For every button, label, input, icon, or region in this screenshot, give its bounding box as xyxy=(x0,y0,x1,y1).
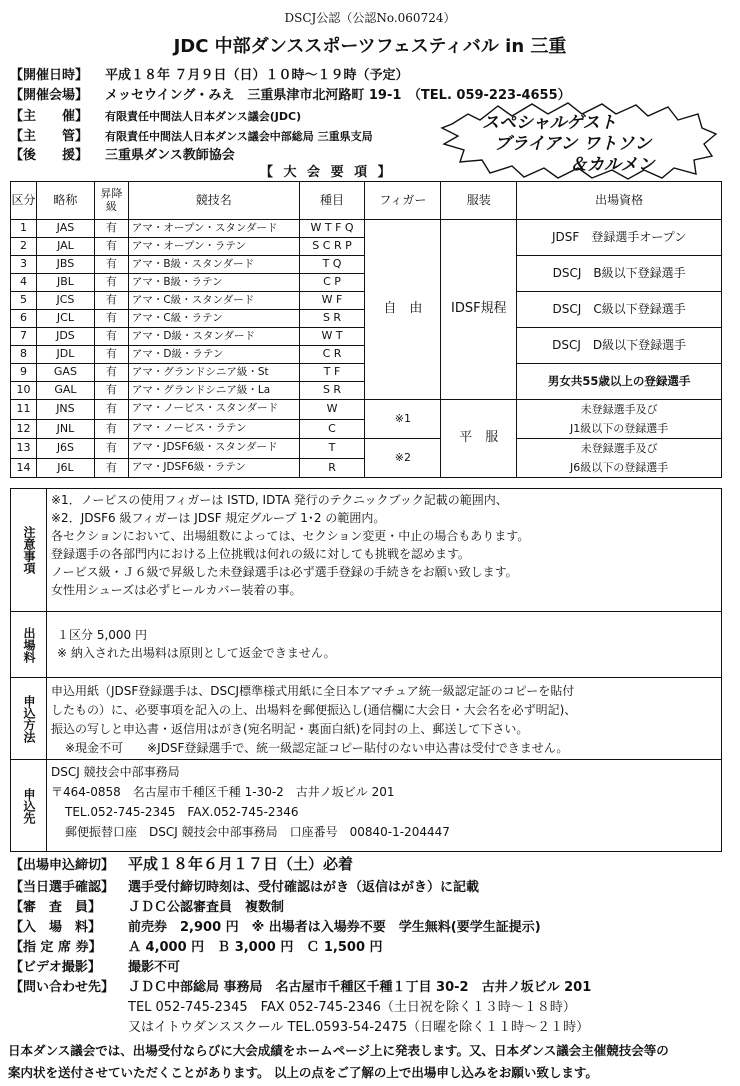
special-guest-burst xyxy=(440,100,718,180)
cell-no: 9 xyxy=(11,364,37,382)
cell-abbr: JAS xyxy=(36,220,94,238)
bottom-value: 撮影不可 xyxy=(128,960,181,975)
cell-event: C xyxy=(299,419,365,439)
col-header: 服装 xyxy=(441,182,517,220)
cell-abbr: JAL xyxy=(36,238,94,256)
cell-no: 7 xyxy=(11,328,37,346)
caution-section xyxy=(11,489,721,611)
method-heading: 申込方法 xyxy=(11,678,47,760)
cell-name: アマ・JDSF6級・スタンダード xyxy=(128,439,299,459)
caution-heading: 注意事項 xyxy=(11,489,47,611)
cell-abbr: JCL xyxy=(36,310,94,328)
col-header: 略称 xyxy=(36,182,94,220)
qual-line: 未登録選手及び xyxy=(580,442,658,455)
cell-up: 有 xyxy=(94,274,128,292)
cell-qual-j6 xyxy=(517,439,722,478)
cell-abbr: JBL xyxy=(36,274,94,292)
method-section xyxy=(11,677,721,760)
bottom-label: 【指 定 席 券】 xyxy=(10,940,102,955)
cell-qual-novice xyxy=(517,400,722,439)
bottom-label: 【問い合わせ先】 xyxy=(10,980,115,995)
cell-name: アマ・D級・ラテン xyxy=(128,346,299,364)
cell-abbr: GAS xyxy=(36,364,94,382)
table-row xyxy=(11,439,722,459)
bottom-value: 平成１８年６月１７日（土）必着 xyxy=(128,855,354,873)
col-header: 出場資格 xyxy=(517,182,722,220)
cell-event: T Q xyxy=(299,256,365,274)
events-table xyxy=(10,181,722,478)
bottom-label: 【当日選手確認】 xyxy=(10,880,115,895)
method-line: ※現金不可 ※JDSF登録選手で、統一級認定証コピー貼付のない申込書は受付できません。 xyxy=(65,741,569,755)
caution-line: ※2．JDSF6 級フィガーは JDSF 規定グループ 1･2 の範囲内。 xyxy=(51,511,386,525)
contact-row xyxy=(10,976,591,996)
cell-name: アマ・B級・スタンダード xyxy=(128,256,299,274)
cell-event: S C R P xyxy=(299,238,365,256)
info-label: 【後 援】 xyxy=(10,148,89,163)
info-label: 【主 管】 xyxy=(10,129,89,144)
contact-line: 又はイトウダンススクール TEL.0593-54-2475（日曜を除く１１時～２１時） xyxy=(128,1020,590,1035)
cell-name: アマ・D級・スタンダード xyxy=(128,328,299,346)
col-header: 競技名 xyxy=(128,182,299,220)
cell-abbr: JNS xyxy=(36,400,94,420)
info-label: 【開催日時】 xyxy=(10,68,89,83)
cell-up: 有 xyxy=(94,458,128,478)
cell-up: 有 xyxy=(94,292,128,310)
page-title: JDC 中部ダンススポーツフェスティバル in 三重 xyxy=(173,36,567,57)
cell-event: W F xyxy=(299,292,365,310)
cell-qual-open: JDSF 登録選手オープン xyxy=(517,220,722,256)
cell-abbr: J6S xyxy=(36,439,94,459)
bottom-label: 【審 査 員】 xyxy=(10,900,102,915)
cell-qual-c: DSCJ C級以下登録選手 xyxy=(517,292,722,328)
bottom-label: 【ビデオ撮影】 xyxy=(10,960,101,975)
cell-name: アマ・ノービス・スタンダード xyxy=(128,400,299,420)
cell-dress-idsf: IDSF規程 xyxy=(441,220,517,400)
cell-no: 3 xyxy=(11,256,37,274)
destination-section xyxy=(11,759,721,852)
caution-line: ノービス級・Ｊ６級で昇級した未登録選手は必ず選手登録の手続きをお願い致します。 xyxy=(51,565,518,579)
destination-line: TEL.052-745-2345 FAX.052-745-2346 xyxy=(65,805,299,819)
cell-event: W xyxy=(299,400,365,420)
reserved-seat-row xyxy=(10,936,383,956)
destination-line: DSCJ 競技会中部事務局 xyxy=(51,765,180,779)
bottom-label: 【出場申込締切】 xyxy=(10,858,115,873)
cell-up: 有 xyxy=(94,238,128,256)
caution-body xyxy=(51,491,529,599)
method-body xyxy=(51,682,576,758)
cell-event: S R xyxy=(299,382,365,400)
col-header: 昇降級 xyxy=(94,182,128,220)
cell-figure-n1: ※1 xyxy=(365,400,441,439)
cell-name: アマ・C級・ラテン xyxy=(128,310,299,328)
bottom-value: 前売券 2,900 円 ※ 出場者は入場券不要 学生無料(要学生証提示) xyxy=(128,920,541,935)
cell-abbr: JBS xyxy=(36,256,94,274)
caution-line: 女性用シューズは必ずヒールカバー装着の事。 xyxy=(51,583,302,597)
cell-up: 有 xyxy=(94,220,128,238)
cell-no: 6 xyxy=(11,310,37,328)
table-header-row xyxy=(11,182,722,220)
cell-name: アマ・ノービス・ラテン xyxy=(128,419,299,439)
footer-line: 日本ダンス議会では、出場受付ならびに大会成績をホームページ上に発表します。又、日本ダンス議会主催競技会等の xyxy=(8,1043,669,1058)
cell-up: 有 xyxy=(94,419,128,439)
cell-no: 1 xyxy=(11,220,37,238)
bottom-value: ＪＤＣ中部総局 事務局 名古屋市千種区千種１丁目 30-2 古井ノ坂ビル 201 xyxy=(128,980,592,995)
cell-up: 有 xyxy=(94,346,128,364)
fee-section xyxy=(11,611,721,678)
cell-name: アマ・オープン・スタンダード xyxy=(128,220,299,238)
info-organizer xyxy=(10,125,373,145)
cell-no: 8 xyxy=(11,346,37,364)
col-header: 区分 xyxy=(11,182,37,220)
cell-name: アマ・グランドシニア級・St xyxy=(128,364,299,382)
info-value: 平成１８年 ７月９日（日）１０時～１９時（予定） xyxy=(105,68,409,83)
qual-line: J1級以下の登録選手 xyxy=(570,422,669,435)
method-line: したもの）に、必要事項を記入の上、出場料を郵便振込し(通信欄に大会日・大会名を必ず明記)、 xyxy=(51,703,577,717)
info-label: 【主 催】 xyxy=(10,109,89,124)
bottom-value: Ａ 4,000 円 Ｂ 3,000 円 Ｃ 1,500 円 xyxy=(128,940,383,955)
fee-body xyxy=(57,626,336,662)
footer-line: 案内状を送付させていただくことがあります。 以上の点をご了解の上で出場申し込みをお願い致します。 xyxy=(8,1065,598,1080)
cell-no: 12 xyxy=(11,419,37,439)
destination-body xyxy=(51,762,450,842)
cell-no: 11 xyxy=(11,400,37,420)
guest-line-2: ブライアン ワトソン xyxy=(494,134,652,154)
cell-event: C R xyxy=(299,346,365,364)
fee-line: １区分 5,000 円 xyxy=(57,628,147,642)
footer-notice xyxy=(8,1040,734,1084)
cell-event: R xyxy=(299,458,365,478)
method-line: 申込用紙（JDSF登録選手は、DSCJ標準様式用紙に全日本アマチュア統一級認定証のコピーを貼付 xyxy=(51,684,575,698)
cell-abbr: JDS xyxy=(36,328,94,346)
deadline-row xyxy=(10,853,353,873)
admission-row xyxy=(10,916,541,936)
info-value: 有限責任中間法人日本ダンス議会中部総局 三重県支局 xyxy=(105,130,373,143)
cell-abbr: J6L xyxy=(36,458,94,478)
approval-number: DSCJ公認（公認No.060724） xyxy=(284,11,456,25)
cell-up: 有 xyxy=(94,256,128,274)
section-heading: 【 大 会 要 項 】 xyxy=(260,165,394,180)
cell-name: アマ・C級・スタンダード xyxy=(128,292,299,310)
info-date xyxy=(10,64,409,84)
info-value: メッセウイング・みえ 三重県津市北河路町 19-1 （TEL. 059-223-4655） xyxy=(105,88,571,103)
info-value: 有限責任中間法人日本ダンス議会(JDC) xyxy=(105,110,302,123)
caution-line: ※1．ノービスの使用フィガーは ISTD, IDTA 発行のテクニックブック記載の範囲内、 xyxy=(51,493,508,507)
cell-no: 4 xyxy=(11,274,37,292)
cell-event: W T xyxy=(299,328,365,346)
info-label: 【開催会場】 xyxy=(10,88,89,103)
cell-event: S R xyxy=(299,310,365,328)
checkin-row xyxy=(10,876,479,896)
cell-abbr: JCS xyxy=(36,292,94,310)
cell-no: 2 xyxy=(11,238,37,256)
cell-name: アマ・オープン・ラテン xyxy=(128,238,299,256)
cell-name: アマ・B級・ラテン xyxy=(128,274,299,292)
guest-line-3: ＆カルメン xyxy=(570,155,655,175)
notes-box xyxy=(10,488,722,852)
method-line: 振込の写しと申込書・返信用はがき(宛名明記・裏面白紙)を同封の上、郵送して下さい。 xyxy=(51,722,529,736)
cell-name: アマ・グランドシニア級・La xyxy=(128,382,299,400)
col-header: フィガー xyxy=(365,182,441,220)
cell-up: 有 xyxy=(94,328,128,346)
bottom-value: 選手受付締切時刻は、受付確認はがき（返信はがき）に記載 xyxy=(128,880,480,895)
cell-up: 有 xyxy=(94,364,128,382)
cell-event: T F xyxy=(299,364,365,382)
info-value: 三重県ダンス教師協会 xyxy=(105,148,235,163)
cell-up: 有 xyxy=(94,400,128,420)
cell-no: 5 xyxy=(11,292,37,310)
destination-heading: 申込先 xyxy=(11,760,47,852)
destination-line: 〒464-0858 名古屋市千種区千種 1-30-2 古井ノ坂ビル 201 xyxy=(51,785,395,799)
info-support xyxy=(10,144,235,164)
cell-event: W T F Q xyxy=(299,220,365,238)
cell-up: 有 xyxy=(94,382,128,400)
cell-qual-b: DSCJ B級以下登録選手 xyxy=(517,256,722,292)
cell-abbr: GAL xyxy=(36,382,94,400)
judges-row xyxy=(10,896,284,916)
qual-line: 未登録選手及び xyxy=(580,403,658,416)
cell-abbr: JDL xyxy=(36,346,94,364)
table-row xyxy=(11,220,722,238)
cell-dress-casual: 平 服 xyxy=(441,400,517,478)
cell-figure-free: 自 由 xyxy=(365,220,441,400)
guest-line-1: スペシャルゲスト xyxy=(482,113,617,133)
bottom-value: ＪＤＣ公認審査員 複数制 xyxy=(128,900,285,915)
cell-figure-n2: ※2 xyxy=(365,439,441,478)
contact-line: TEL 052-745-2345 FAX 052-745-2346（土日祝を除く１３時～１８時） xyxy=(128,1000,576,1015)
info-host xyxy=(10,105,301,125)
table-row xyxy=(11,400,722,420)
cell-name: アマ・JDSF6級・ラテン xyxy=(128,458,299,478)
cell-no: 13 xyxy=(11,439,37,459)
qual-line: J6級以下の登録選手 xyxy=(570,461,669,474)
video-row xyxy=(10,956,180,976)
cell-no: 10 xyxy=(11,382,37,400)
cell-up: 有 xyxy=(94,439,128,459)
caution-line: 登録選手の各部門内における上位挑戦は何れの級に対しても挑戦を認めます。 xyxy=(51,547,471,561)
destination-line: 郵便振替口座 DSCJ 競技会中部事務局 口座番号 00840-1-204447 xyxy=(65,825,450,839)
cell-abbr: JNL xyxy=(36,419,94,439)
cell-event: C P xyxy=(299,274,365,292)
cell-up: 有 xyxy=(94,310,128,328)
cell-no: 14 xyxy=(11,458,37,478)
cell-event: T xyxy=(299,439,365,459)
col-header: 種目 xyxy=(299,182,365,220)
fee-line: ※ 納入された出場料は原則として返金できません。 xyxy=(57,646,336,660)
bottom-label: 【入 場 料】 xyxy=(10,920,102,935)
caution-line: 各セクションにおいて、出場組数によっては、セクション変更・中止の場合もあります。 xyxy=(51,529,530,543)
cell-qual-gs: 男女共55歳以上の登録選手 xyxy=(517,364,722,400)
fee-heading: 出場料 xyxy=(11,612,47,678)
cell-qual-d: DSCJ D級以下登録選手 xyxy=(517,328,722,364)
